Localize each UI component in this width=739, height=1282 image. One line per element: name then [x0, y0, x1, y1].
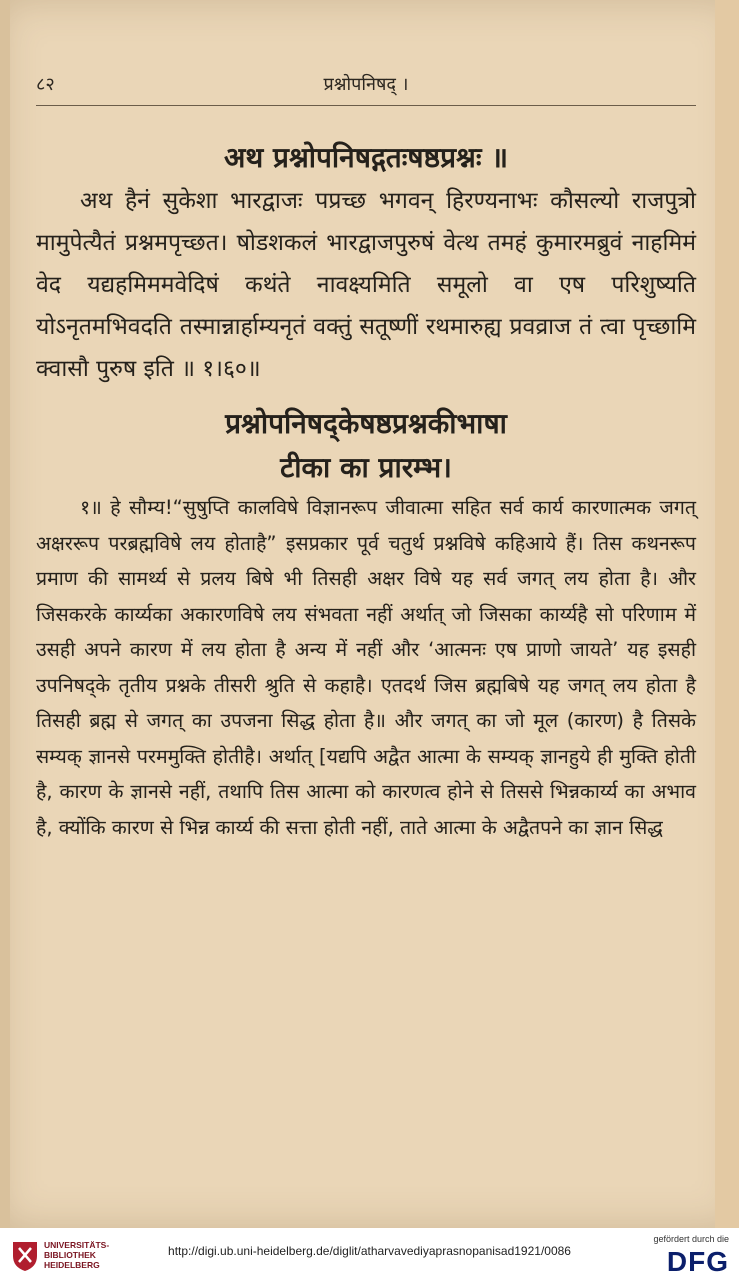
page-body [36, 136, 696, 845]
page-number: ८२ [36, 74, 55, 95]
header-rule [36, 105, 696, 106]
page-url[interactable]: http://digi.ub.uni-heidelberg.de/diglit/atharvavediyaprasnopanisad1921/0086 [168, 1244, 571, 1258]
verse-body: अथ हैनं सुकेशा भारद्वाजः पप्रच्छ भगवन् हिरण्यनाभः कौसल्यो राजपुत्रो मामुपेत्यैतं प्रश्नमपृच्छत। षोडशकलं भारद्वाजपुरुषं वेत्थ तमहं कुमारमब्रुवं नाहमिमं वेद यद्यहमिममवेदिषं कथंते नावक्ष्यमिति समूलो वा एष परिशुष्यति योऽनृतमभिवदति तस्मान्नार्हाम्यनृतं वक्तुं सतूष्णीं रथमारुह्य प्रवव्राज तं त्वा पृच्छामि क्वासौ पुरुष इति ॥ १।६०॥ [36, 188, 696, 382]
commentary-title-line2: टीका का प्रारम्भ। [280, 451, 452, 484]
verse-text [36, 180, 696, 390]
page-header [36, 72, 696, 102]
institution-name: UNIVERSITÄTS- BIBLIOTHEK HEIDELBERG [44, 1240, 110, 1270]
viewer-footer [0, 1228, 739, 1282]
section-title: अथ प्रश्नोपनिषद्गतःषष्ठप्रश्नः ॥ [223, 141, 508, 174]
commentary-body: १॥ हे सौम्य!“सुषुप्ति कालविषे विज्ञानरूप जीवात्मा सहित सर्व कार्य कारणात्मक जगत् अक्षररूप परब्रह्मविषे लय होताहै” इसप्रकार पूर्व चतुर्थ प्रश्नविषे कहिआये हैं। तिस कथनरूप प्रमाण की सामर्थ्य से प्रलय बिषे भी तिसही अक्षर विषे यह सर्व जगत् लय होता है। और जिसकरके कार्य्यका अकारणविषे लय संभवता नहीं अर्थात् जो जिसका कार्य्यहै सो परिणाम में उसही अपने कारण में लय होता है अन्य में नहीं और ‘आत्मनः एष प्राणो जायते’ यह इसही उपनिषद्के तृतीय प्रश्नके तीसरी श्रुति से कहाहै। एतदर्थ जिस ब्रह्मबिषे यह जगत् लय होता है तिसही ब्रह्म से जगत् का उपजना सिद्ध होता है॥ और जगत् का जो मूल (कारण) है तिसके सम्यक् ज्ञानसे परममुक्ति होतीहै। अर्थात् [यद्यपि अद्वैत आत्मा के सम्यक् ज्ञानहुये ही मुक्ति होती है, कारण के ज्ञानसे नहीं, तथापि तिस आत्मा को कारणत्व होने से तिससे भिन्नकार्य्य का अभाव है, क्योंकि कारण से भिन्न कार्य्य की सत्ता होती नहीं, ताते आत्मा के अद्वैतपने का ज्ञान सिद्ध [36, 496, 696, 839]
page-left-edge [0, 0, 10, 1228]
page-right-edge [715, 0, 739, 1228]
running-head: प्रश्नोपनिषद् । [323, 74, 409, 95]
commentary-text [36, 490, 696, 845]
dfg-logo[interactable]: DFG [666, 1246, 729, 1277]
funded-by-label: gefördert durch die [653, 1234, 729, 1244]
commentary-title-line1: प्रश्नोपनिषद्केषष्ठप्रश्नकीभाषा [225, 407, 507, 440]
